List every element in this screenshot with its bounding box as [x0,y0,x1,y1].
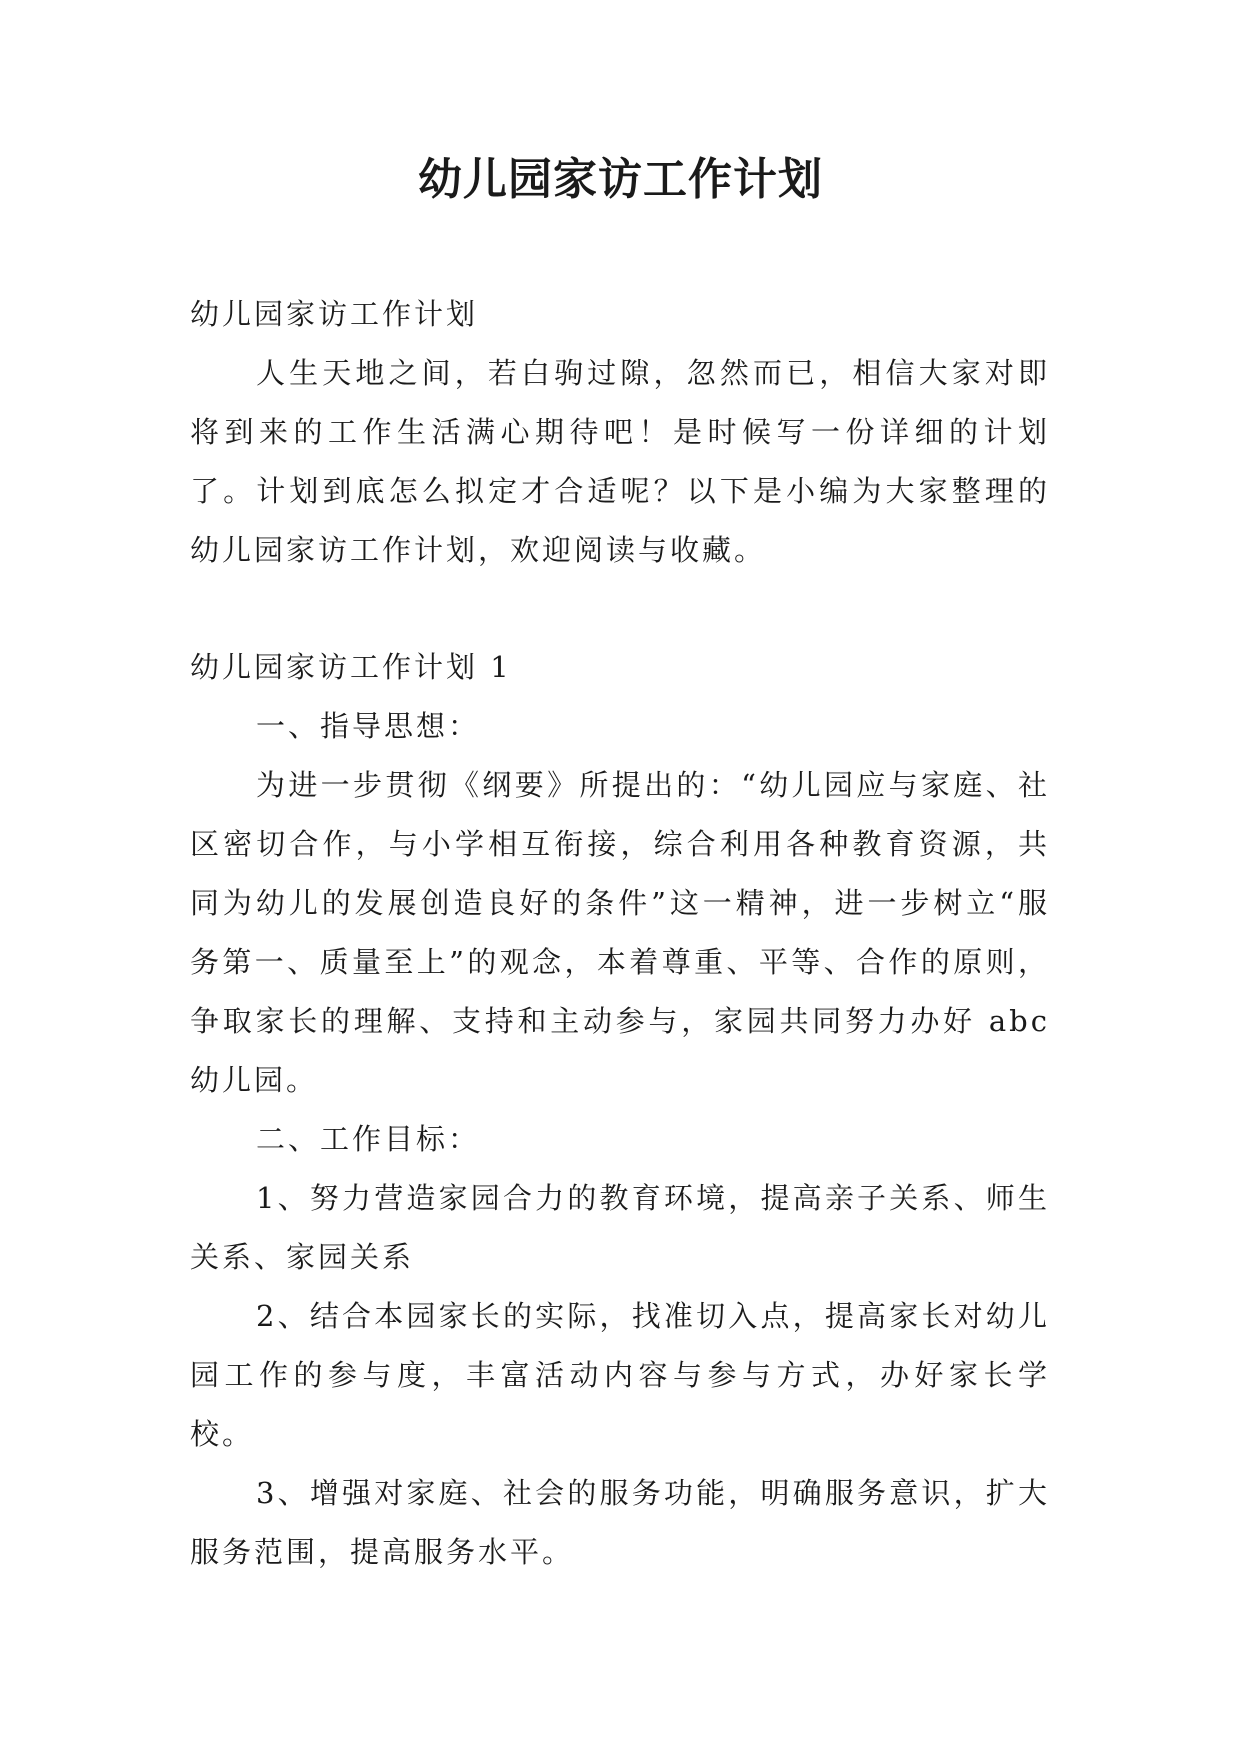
goal-item-2: 2、结合本园家长的实际，找准切入点，提高家长对幼儿园工作的参与度，丰富活动内容与参与方式，办好家长学校。 [190,1299,1050,1451]
heading-work-goals: 二、工作目标： [256,1122,481,1156]
goal-item-1: 1、努力营造家园合力的教育环境，提高亲子关系、师生关系、家园关系 [190,1181,1050,1274]
section-heading: 幼儿园家访工作计划 1 [190,650,512,684]
guiding-ideology-paragraph: 为进一步贯彻《纲要》所提出的：“幼儿园应与家庭、社区密切合作，与小学相互衔接，综合利用各种教育资源，共同为幼儿的发展创造良好的条件”这一精神，进一步树立“服务第一、质量至上”的观念，本着尊重、平等、合作的原则，争取家长的理解、支持和主动参与，家园共同努力办好 abc 幼儿园。 [190,768,1050,1097]
heading-guiding-ideology: 一、指导思想： [256,709,481,743]
intro-paragraph: 人生天地之间，若白驹过隙，忽然而已，相信大家对即将到来的工作生活满心期待吧！是时候写一份详细的计划了。计划到底怎么拟定才合适呢？以下是小编为大家整理的幼儿园家访工作计划，欢迎阅读与收藏。 [190,356,1050,567]
paragraph-spacer [190,580,1050,638]
goal-item-3: 3、增强对家庭、社会的服务功能，明确服务意识，扩大服务范围，提高服务水平。 [190,1476,1050,1569]
document-body [190,285,1050,1582]
subtitle-paragraph: 幼儿园家访工作计划 [190,297,479,331]
document-title: 幼儿园家访工作计划 [418,154,823,205]
